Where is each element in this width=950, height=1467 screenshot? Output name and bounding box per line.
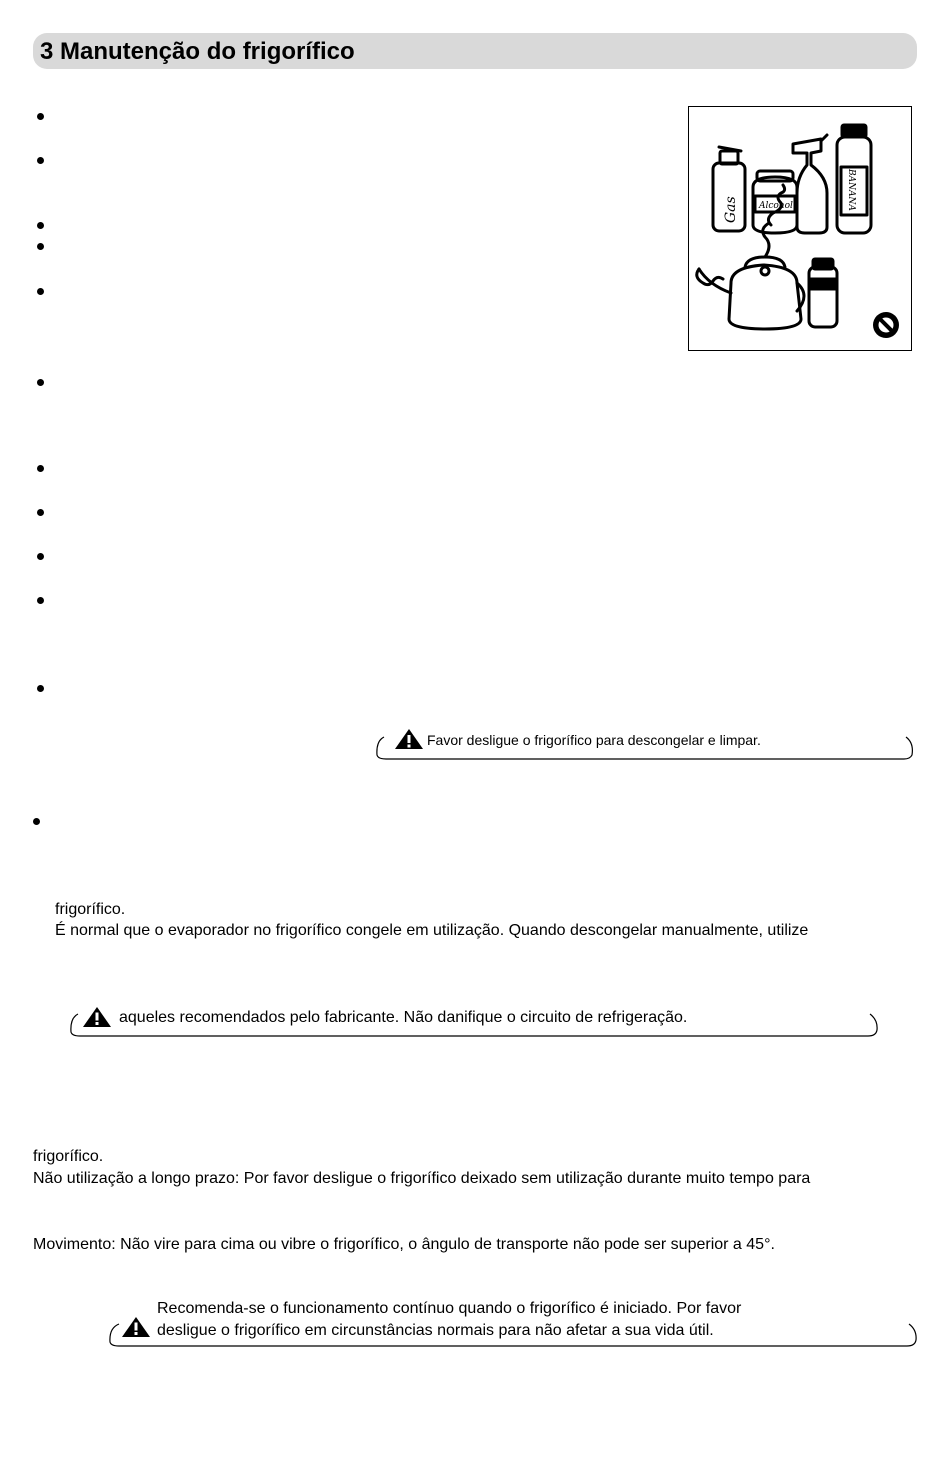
warning-box-circuit [68,1006,880,1040]
gas-label: Gas [723,196,739,223]
text-movimento: Movimento: Não vire para cima ou vibre o frigorífico, o ângulo de transporte não pode ser superior a 45°. [33,1236,775,1253]
warning-text-continuous-2: desligue o frigorífico em circunstâncias normais para não afetar a sua vida útil. [157,1322,714,1339]
bullet-2 [37,157,44,164]
text-nao-utilizacao: Não utilização a longo prazo: Por favor desligue o frigorífico deixado sem utilização durante muito tempo para [33,1170,811,1187]
text-evaporador: É normal que o evaporador no frigorífico congele em utilização. Quando descongelar manualmente, utilize [55,922,809,939]
warning-triangle-icon [395,729,423,749]
warning-text-continuous-1: Recomenda-se o funcionamento contínuo quando o frigorífico é iniciado. Por favor [157,1300,742,1317]
bullet-12 [33,818,40,825]
warning-box-continuous [107,1296,919,1352]
bullet-6 [37,379,44,386]
prohibited-icon [873,312,899,338]
warning-box-defrost [374,727,916,763]
warning-triangle-icon [122,1317,150,1337]
alcohol-label: Alcohol [759,201,793,211]
warning-text-circuit: aqueles recomendados pelo fabricante. Não danifique o circuito de refrigeração. [119,1009,688,1026]
bullet-11 [37,685,44,692]
bullet-9 [37,553,44,560]
section-title: 3 Manutenção do frigorífico [40,38,355,65]
bullet-1 [37,113,44,120]
text-frigorifico-2: frigorífico. [33,1148,104,1165]
banana-label: BANANA [846,169,856,211]
flammables-illustration [688,106,912,351]
text-frigorifico-1: frigorífico. [55,901,126,918]
warning-triangle-icon [83,1007,111,1027]
bullet-8 [37,509,44,516]
bullet-4 [37,243,44,250]
warning-text-defrost: Favor desligue o frigorífico para descongelar e limpar. [427,732,761,748]
bullet-7 [37,465,44,472]
bullet-3 [37,222,44,229]
bottles-icon [689,107,911,350]
bullet-10 [37,597,44,604]
bullet-5 [37,288,44,295]
